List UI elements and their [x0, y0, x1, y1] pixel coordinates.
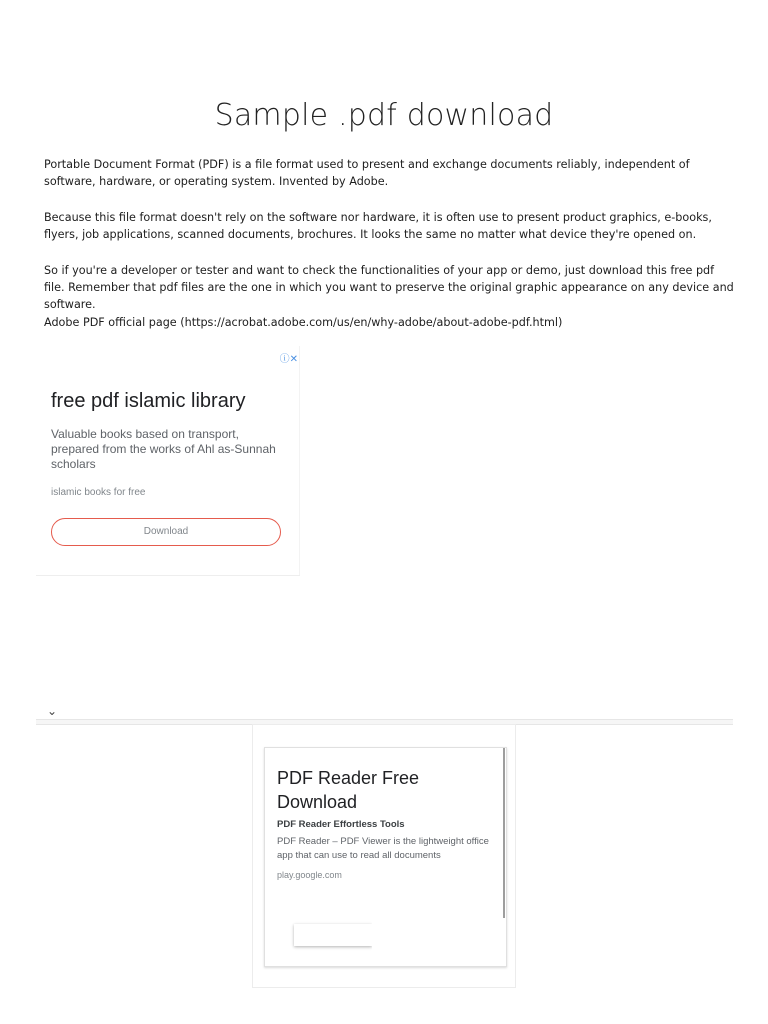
ad-description: PDF Reader – PDF Viewer is the lightweight office app that can use to read all documents	[277, 836, 489, 861]
developer-paragraph: So if you're a developer or tester and want to check the functionalities of your app or demo, just download this free pdf file. Remember that pdf files are the one in which you want to preserve the original graphic appearance on any device and software.	[44, 264, 734, 311]
ad-bottom-rule	[36, 575, 300, 576]
ad-headline[interactable]: free pdf islamic library	[51, 390, 246, 412]
adchoices-icon[interactable]: ⓘ✕	[279, 354, 298, 365]
chevron-down-icon[interactable]: ⌄	[47, 704, 58, 718]
ad-download-button[interactable]: Download	[51, 518, 281, 546]
ad-content[interactable]	[36, 346, 276, 576]
page-title: Sample .pdf download	[214, 98, 554, 133]
ad-body-text: Valuable books based on transport, prepared from the works of Ahl as-Sunnah scholars	[51, 427, 276, 471]
ad-headline[interactable]: PDF Reader Free Download	[277, 768, 420, 812]
intro-paragraph: Portable Document Format (PDF) is a file format used to present and exchange documents reliably, independent of software, hardware, or operating system. Invented by Adobe.	[44, 158, 690, 188]
adobe-link-paragraph[interactable]: Adobe PDF official page (https://acrobat.adobe.com/us/en/why-adobe/about-adobe-pdf.html)	[44, 316, 563, 329]
ad-clip-mask	[372, 918, 506, 966]
usage-paragraph: Because this file format doesn't rely on the software nor hardware, it is often use to present product graphics, e-books, flyers, job applications, scanned documents, brochures. It looks the same no matter what device they're opened on.	[44, 211, 712, 241]
scrollbar[interactable]	[503, 748, 505, 920]
ad-edge	[299, 346, 300, 576]
ad-card[interactable]	[264, 747, 507, 967]
ad-banner-islamic-library[interactable]	[36, 346, 300, 576]
ad-install-button[interactable]	[294, 924, 372, 946]
ad-display-url: islamic books for free	[51, 487, 146, 498]
ad-advertiser: PDF Reader Effortless Tools	[277, 819, 405, 830]
ad-display-url: play.google.com	[277, 870, 342, 880]
ad-banner-pdf-reader[interactable]	[252, 724, 516, 988]
